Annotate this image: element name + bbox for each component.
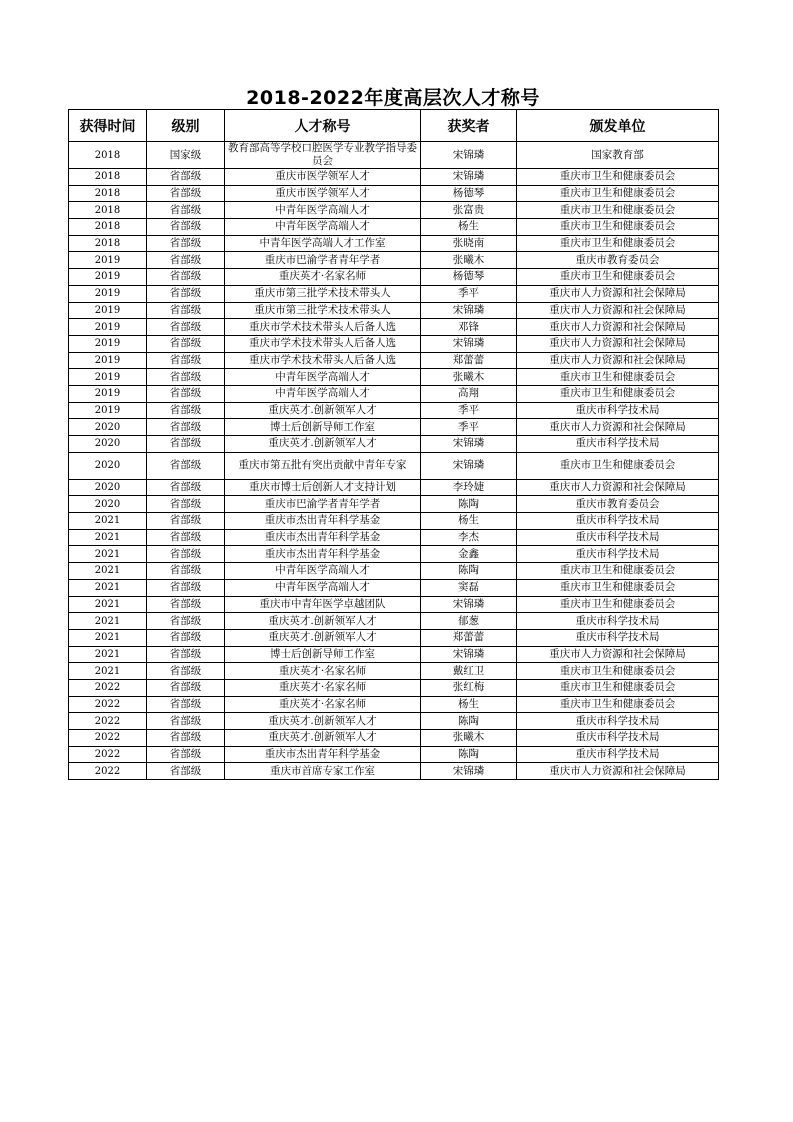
cell-level: 省部级 [147,746,225,763]
cell-level: 省部级 [147,319,225,336]
cell-issuer: 重庆市卫生和健康委员会 [517,219,719,236]
cell-issuer: 重庆市卫生和健康委员会 [517,169,719,186]
table-row [69,763,719,780]
cell-issuer: 重庆市卫生和健康委员会 [517,563,719,580]
cell-level: 省部级 [147,663,225,680]
cell-awardee: 宋锦璘 [421,302,517,319]
cell-year: 2018 [69,169,147,186]
table-row [69,185,719,202]
cell-issuer: 重庆市科学技术局 [517,436,719,453]
cell-talent-title: 重庆英才.创新领军人才 [225,436,421,453]
table-row [69,402,719,419]
cell-level: 省部级 [147,285,225,302]
cell-talent-title: 重庆市医学领军人才 [225,169,421,186]
cell-level: 省部级 [147,763,225,780]
cell-talent-title: 重庆市医学领军人才 [225,185,421,202]
cell-awardee: 杨生 [421,219,517,236]
cell-talent-title: 重庆英才.创新领军人才 [225,402,421,419]
cell-year: 2019 [69,285,147,302]
cell-awardee: 杨生 [421,513,517,530]
cell-issuer: 重庆市科学技术局 [517,713,719,730]
cell-awardee: 陈陶 [421,563,517,580]
cell-year: 2019 [69,319,147,336]
cell-talent-title: 重庆英才.创新领军人才 [225,713,421,730]
cell-talent-title: 重庆英才·名家名师 [225,269,421,286]
cell-year: 2019 [69,269,147,286]
cell-level: 省部级 [147,219,225,236]
cell-issuer: 重庆市卫生和健康委员会 [517,679,719,696]
table-row [69,169,719,186]
cell-level: 省部级 [147,629,225,646]
table-row [69,436,719,453]
cell-talent-title: 重庆市第三批学术技术带头人 [225,285,421,302]
cell-awardee: 张曦木 [421,252,517,269]
cell-talent-title: 中青年医学高端人才 [225,369,421,386]
cell-awardee: 李杰 [421,529,517,546]
cell-awardee: 张曦木 [421,369,517,386]
cell-level: 省部级 [147,402,225,419]
cell-year: 2018 [69,142,147,169]
cell-issuer: 重庆市卫生和健康委员会 [517,452,719,479]
cell-issuer: 重庆市人力资源和社会保障局 [517,352,719,369]
cell-issuer: 重庆市人力资源和社会保障局 [517,479,719,496]
talent-awards-table [68,109,719,780]
table-body [69,142,719,780]
cell-year: 2022 [69,696,147,713]
cell-awardee: 杨生 [421,696,517,713]
header-title: 人才称号 [225,110,421,142]
cell-level: 国家级 [147,142,225,169]
table-row [69,546,719,563]
cell-awardee: 张富贵 [421,202,517,219]
cell-awardee: 宋锦璘 [421,646,517,663]
cell-issuer: 重庆市卫生和健康委员会 [517,269,719,286]
table-row [69,352,719,369]
cell-year: 2021 [69,629,147,646]
header-row [69,110,719,142]
cell-level: 省部级 [147,385,225,402]
table-row [69,369,719,386]
cell-level: 省部级 [147,496,225,513]
cell-awardee: 宋锦璘 [421,169,517,186]
cell-level: 省部级 [147,679,225,696]
cell-talent-title: 重庆市巴渝学者青年学者 [225,252,421,269]
cell-level: 省部级 [147,596,225,613]
cell-year: 2021 [69,563,147,580]
cell-level: 省部级 [147,529,225,546]
cell-talent-title: 重庆市杰出青年科学基金 [225,529,421,546]
cell-awardee: 宋锦璘 [421,142,517,169]
cell-talent-title: 重庆市首席专家工作室 [225,763,421,780]
cell-year: 2020 [69,436,147,453]
table-row [69,252,719,269]
cell-awardee: 宋锦璘 [421,335,517,352]
cell-year: 2019 [69,335,147,352]
table-row [69,496,719,513]
cell-awardee: 邓锋 [421,319,517,336]
cell-level: 省部级 [147,646,225,663]
table-row [69,579,719,596]
cell-year: 2021 [69,596,147,613]
table-row [69,335,719,352]
table-row [69,596,719,613]
cell-level: 省部级 [147,235,225,252]
cell-issuer: 国家教育部 [517,142,719,169]
cell-level: 省部级 [147,202,225,219]
cell-year: 2020 [69,479,147,496]
cell-level: 省部级 [147,335,225,352]
cell-year: 2019 [69,252,147,269]
cell-awardee: 季平 [421,419,517,436]
cell-year: 2019 [69,352,147,369]
cell-talent-title: 中青年医学高端人才 [225,202,421,219]
cell-awardee: 高翔 [421,385,517,402]
cell-awardee: 陈陶 [421,713,517,730]
cell-issuer: 重庆市科学技术局 [517,629,719,646]
cell-talent-title: 重庆市巴渝学者青年学者 [225,496,421,513]
table-row [69,563,719,580]
table-row [69,746,719,763]
cell-issuer: 重庆市教育委员会 [517,252,719,269]
cell-awardee: 季平 [421,285,517,302]
table-row [69,202,719,219]
cell-awardee: 宋锦璘 [421,436,517,453]
cell-talent-title: 重庆市杰出青年科学基金 [225,746,421,763]
cell-issuer: 重庆市科学技术局 [517,746,719,763]
cell-level: 省部级 [147,252,225,269]
table-row [69,529,719,546]
cell-talent-title: 重庆市杰出青年科学基金 [225,513,421,530]
header-awardee: 获奖者 [421,110,517,142]
cell-level: 省部级 [147,513,225,530]
table-row [69,452,719,479]
cell-awardee: 窦磊 [421,579,517,596]
cell-talent-title: 中青年医学高端人才 [225,385,421,402]
cell-issuer: 重庆市卫生和健康委员会 [517,696,719,713]
cell-talent-title: 中青年医学高端人才 [225,563,421,580]
cell-year: 2019 [69,385,147,402]
cell-issuer: 重庆市人力资源和社会保障局 [517,419,719,436]
table-row [69,646,719,663]
cell-issuer: 重庆市卫生和健康委员会 [517,663,719,680]
table-header [69,110,719,142]
cell-level: 省部级 [147,546,225,563]
cell-talent-title: 博士后创新导师工作室 [225,419,421,436]
cell-talent-title: 重庆英才.创新领军人才 [225,613,421,630]
cell-level: 省部级 [147,302,225,319]
table-row [69,663,719,680]
cell-level: 省部级 [147,579,225,596]
cell-awardee: 张晓南 [421,235,517,252]
cell-issuer: 重庆市科学技术局 [517,613,719,630]
cell-level: 省部级 [147,713,225,730]
cell-year: 2022 [69,763,147,780]
cell-level: 省部级 [147,169,225,186]
table-row [69,730,719,747]
table-row [69,713,719,730]
table-row [69,629,719,646]
cell-year: 2021 [69,663,147,680]
cell-issuer: 重庆市人力资源和社会保障局 [517,646,719,663]
cell-talent-title: 中青年医学高端人才 [225,579,421,596]
cell-level: 省部级 [147,185,225,202]
cell-talent-title: 重庆英才.创新领军人才 [225,730,421,747]
cell-year: 2019 [69,302,147,319]
cell-talent-title: 中青年医学高端人才 [225,219,421,236]
cell-issuer: 重庆市科学技术局 [517,402,719,419]
cell-level: 省部级 [147,730,225,747]
table-row [69,696,719,713]
cell-year: 2019 [69,369,147,386]
cell-awardee: 宋锦璘 [421,596,517,613]
table-row [69,419,719,436]
cell-talent-title: 重庆市第三批学术技术带头人 [225,302,421,319]
cell-talent-title: 重庆市博士后创新人才支持计划 [225,479,421,496]
cell-awardee: 金鑫 [421,546,517,563]
cell-issuer: 重庆市人力资源和社会保障局 [517,319,719,336]
cell-awardee: 郑蕾蕾 [421,352,517,369]
cell-awardee: 李玲婕 [421,479,517,496]
cell-talent-title [225,452,421,479]
cell-level: 省部级 [147,269,225,286]
table-row [69,235,719,252]
cell-issuer: 重庆市卫生和健康委员会 [517,185,719,202]
cell-level: 省部级 [147,613,225,630]
table-row [69,219,719,236]
cell-issuer: 重庆市卫生和健康委员会 [517,596,719,613]
cell-issuer: 重庆市人力资源和社会保障局 [517,285,719,302]
cell-talent-title: 重庆市中青年医学卓越团队 [225,596,421,613]
table-row [69,479,719,496]
table-row [69,302,719,319]
cell-talent-title: 博士后创新导师工作室 [225,646,421,663]
cell-year: 2022 [69,713,147,730]
cell-level: 省部级 [147,563,225,580]
cell-awardee: 宋锦璘 [421,452,517,479]
cell-issuer: 重庆市科学技术局 [517,730,719,747]
cell-year: 2022 [69,730,147,747]
cell-year: 2021 [69,513,147,530]
table-row [69,142,719,169]
cell-year: 2020 [69,452,147,479]
table-row [69,513,719,530]
cell-issuer: 重庆市人力资源和社会保障局 [517,335,719,352]
cell-year: 2021 [69,646,147,663]
cell-awardee: 陈陶 [421,496,517,513]
cell-year: 2021 [69,613,147,630]
cell-issuer: 重庆市卫生和健康委员会 [517,385,719,402]
cell-year: 2018 [69,202,147,219]
cell-year: 2018 [69,219,147,236]
header-year: 获得时间 [69,110,147,142]
cell-talent-title: 重庆英才·名家名师 [225,663,421,680]
cell-talent-title: 重庆市学术技术带头人后备人选 [225,319,421,336]
cell-talent-title-text: 重庆市第五批有突出贡献中青年专家 [238,459,407,472]
header-level: 级别 [147,110,225,142]
cell-awardee: 宋锦璘 [421,763,517,780]
cell-awardee: 季平 [421,402,517,419]
cell-talent-title [225,142,421,169]
cell-talent-title: 重庆英才·名家名师 [225,679,421,696]
table-row [69,285,719,302]
cell-level: 省部级 [147,452,225,479]
cell-issuer: 重庆市教育委员会 [517,496,719,513]
cell-year: 2020 [69,496,147,513]
header-issuer: 颁发单位 [517,110,719,142]
cell-talent-title: 重庆英才.创新领军人才 [225,629,421,646]
cell-talent-title: 中青年医学高端人才工作室 [225,235,421,252]
cell-awardee: 张红梅 [421,679,517,696]
cell-issuer: 重庆市人力资源和社会保障局 [517,763,719,780]
cell-level: 省部级 [147,436,225,453]
cell-year: 2022 [69,746,147,763]
table-row [69,679,719,696]
cell-issuer: 重庆市卫生和健康委员会 [517,369,719,386]
table-row [69,269,719,286]
cell-year: 2021 [69,579,147,596]
cell-talent-title: 重庆市杰出青年科学基金 [225,546,421,563]
cell-level: 省部级 [147,352,225,369]
table-row [69,613,719,630]
cell-year: 2020 [69,419,147,436]
cell-awardee: 杨德琴 [421,269,517,286]
document-title: 2018-2022年度高层次人才称号 [246,87,540,109]
cell-level: 省部级 [147,369,225,386]
cell-level: 省部级 [147,419,225,436]
cell-awardee: 戴红卫 [421,663,517,680]
cell-awardee: 郑蕾蕾 [421,629,517,646]
cell-issuer: 重庆市卫生和健康委员会 [517,235,719,252]
cell-year: 2021 [69,529,147,546]
cell-talent-title: 重庆市学术技术带头人后备人选 [225,335,421,352]
cell-awardee: 杨德琴 [421,185,517,202]
cell-level: 省部级 [147,696,225,713]
cell-issuer: 重庆市卫生和健康委员会 [517,579,719,596]
table-row [69,319,719,336]
cell-issuer: 重庆市人力资源和社会保障局 [517,302,719,319]
cell-awardee: 陈陶 [421,746,517,763]
cell-awardee: 郁葱 [421,613,517,630]
table-row [69,385,719,402]
cell-talent-title: 重庆英才·名家名师 [225,696,421,713]
cell-talent-title: 重庆市学术技术带头人后备人选 [225,352,421,369]
cell-issuer: 重庆市科学技术局 [517,513,719,530]
cell-issuer: 重庆市科学技术局 [517,529,719,546]
cell-year: 2022 [69,679,147,696]
cell-year: 2018 [69,235,147,252]
cell-awardee: 张曦木 [421,730,517,747]
cell-issuer: 重庆市卫生和健康委员会 [517,202,719,219]
cell-year: 2021 [69,546,147,563]
cell-issuer: 重庆市科学技术局 [517,546,719,563]
cell-year: 2018 [69,185,147,202]
cell-year: 2019 [69,402,147,419]
cell-talent-title-text: 教育部高等学校口腔医学专业教学指导委员会 [228,142,417,167]
cell-level: 省部级 [147,479,225,496]
